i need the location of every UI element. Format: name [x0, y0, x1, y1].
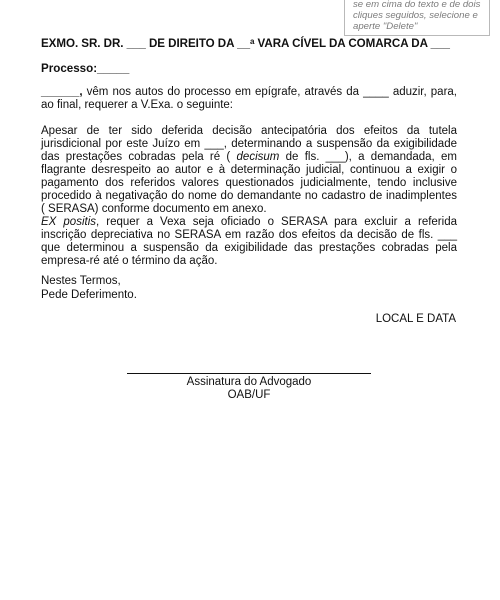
- instruction-note-line: aperte "Delete": [353, 21, 418, 32]
- instruction-note-box: [344, 0, 490, 36]
- signature-label: Assinatura do Advogado: [186, 376, 312, 388]
- heading-suffix: VARA CÍVEL DA COMARCA DA ___: [254, 37, 450, 50]
- facts-text-start: Apesar de ter sido deferida decisão antecipatória dos efeitos da tutela jurisdicional por este Juízo em ___, determinando a suspensão da exigibilidade das prestações cobradas pela ré (: [41, 125, 457, 163]
- heading-ordinal: a: [249, 37, 255, 46]
- oab-label: OAB/UF: [227, 389, 271, 401]
- petition-body: [41, 125, 457, 268]
- request-paragraph: [41, 216, 457, 268]
- signature-line: [127, 373, 371, 374]
- closing-terms: Nestes Termos,: [41, 275, 121, 287]
- closing-block: [41, 275, 457, 302]
- request-text: , requer a Vexa seja oficiado o SERASA para excluir a referida inscrição depreciativa no SERASA em razão dos efeitos da decisão de fls. ___ que determinou a suspensão da exigibilidade das prestações cobradas pela empresa-ré até o término da ação.: [41, 216, 457, 267]
- party-blank: ______,: [41, 86, 83, 98]
- decisum-term: decisum: [236, 151, 280, 163]
- process-number-line: Processo:_____: [41, 62, 130, 75]
- intro-paragraph: [41, 86, 457, 112]
- ex-positis-term: EX positis: [41, 216, 97, 228]
- heading-prefix: EXMO. SR. DR. ___ DE DIREITO DA __: [41, 37, 250, 50]
- signature-block: [127, 374, 371, 402]
- court-address-heading: [41, 37, 457, 50]
- closing-request: Pede Deferimento.: [41, 288, 137, 301]
- instruction-note-line: cliques seguidos, selecione e: [353, 10, 478, 21]
- intro-text: vêm nos autos do processo em epígrafe, através da ____ aduzir, para, ao final, requerer a V.Exa. o seguinte:: [41, 86, 457, 111]
- facts-paragraph: [41, 125, 457, 216]
- facts-text-end: de fls. ___), a demandada, em flagrante desrespeito ao autor e à determinação judicial, continuou a exigir o pagamento dos referidos valores questionados judicialmente, tendo inclusive procedido à negativação do nome do demandante no cadastro de inadimplentes ( SERASA) conforme documento em anexo.: [41, 151, 457, 215]
- local-and-date: LOCAL E DATA: [375, 313, 456, 325]
- instruction-note-line: se em cima do texto e de dois: [353, 0, 481, 10]
